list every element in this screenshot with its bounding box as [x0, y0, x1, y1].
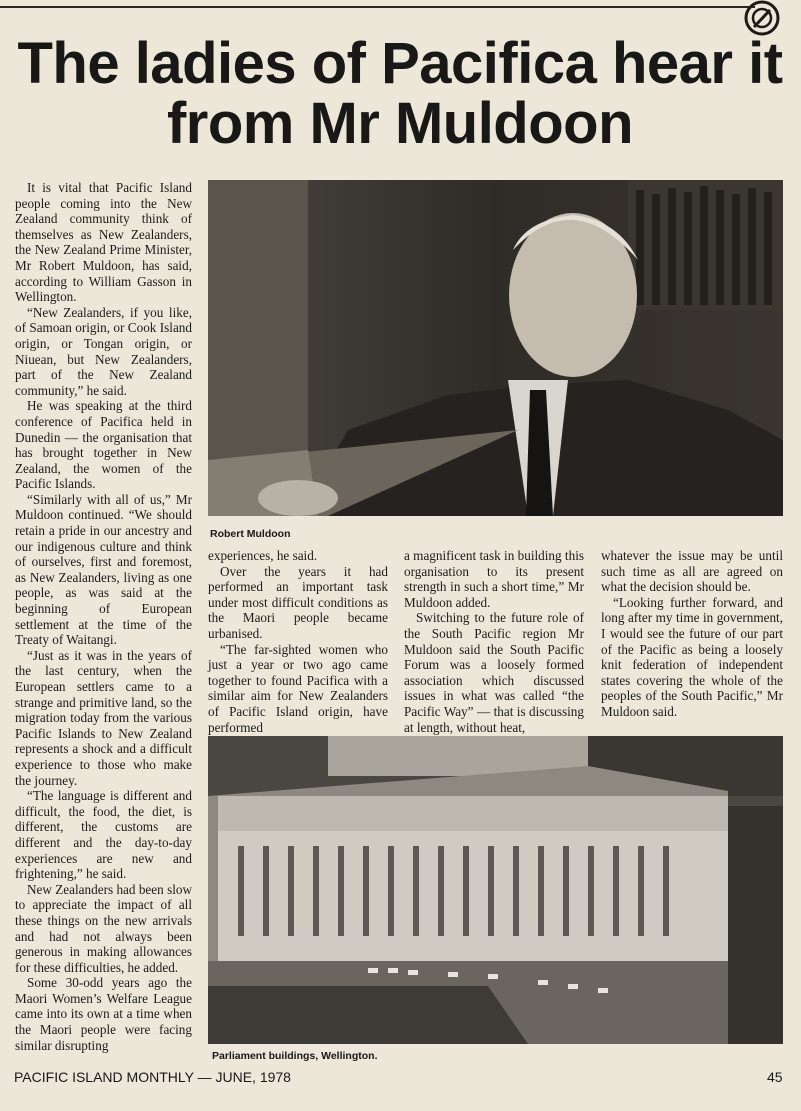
paragraph: New Zealanders had been slow to appreciate the impact of all these things on the new arrivals and had not always been generous in making allowances for these difficulties, he added.	[15, 881, 192, 975]
footer-publication: PACIFIC ISLAND MONTHLY — JUNE, 1978	[14, 1069, 291, 1085]
paragraph: whatever the issue may be until such time as all are agreed on what the decision should be.	[601, 548, 783, 595]
article-column-2	[208, 548, 388, 735]
paragraph: “The language is different and difficult, the food, the diet, is different, the customs are different and the day-to-day experiences are new and frightening,” he said.	[15, 788, 192, 882]
headline: The ladies of Pacifica hear it from Mr Muldoon	[17, 31, 783, 156]
paragraph: a magnificent task in building this organisation to its present strength in such a short time,” Mr Muldoon added.	[404, 548, 584, 610]
top-rule	[0, 6, 755, 8]
paragraph: He was speaking at the third conference of Pacifica held in Dunedin — the organisation that has brought together in New Zealand, the women of the Pacific Islands.	[15, 398, 192, 492]
paragraph: “Just as it was in the years of the last century, when the European settlers came to a strange and primitive land, so the migration today from the various Pacific Islands to New Zealand represents a shock and a difficult experience to those who make the journey.	[15, 647, 192, 788]
paragraph: “The far-sighted women who just a year or two ago came together to found Pacifica with a similar aim for New Zealanders of Pacific Island origin, have performed	[208, 641, 388, 735]
article-column-4	[601, 548, 783, 728]
portrait-caption: Robert Muldoon	[210, 528, 291, 540]
page-number: 45	[767, 1069, 783, 1085]
article-column-1	[15, 180, 192, 1060]
paragraph: Over the years it had performed an important task under most difficult conditions as the Maori people became urbanised.	[208, 563, 388, 641]
portrait-photo	[208, 180, 783, 516]
paragraph: “New Zealanders, if you like, of Samoan origin, or Cook Island origin, or Tongan origin, or Niuean, but New Zealanders, part of the New Zealand community,” he said.	[15, 304, 192, 398]
paragraph: “Looking further forward, and long after my time in government, I would see the future of our part of the Pacific as being a loosely knit federation of independent states covering the whole of the peoples of the South Pacific,” Mr Muldoon said.	[601, 594, 783, 719]
paragraph: “Similarly with all of us,” Mr Muldoon continued. “We should retain a pride in our ancestry and our indigenous culture and think of ourselves, first and foremost, as New Zealanders, living as one people, as was said at the beginning of European settlement at the time of the Treaty of Waitangi.	[15, 491, 192, 648]
paragraph: experiences, he said.	[208, 548, 318, 563]
paragraph: Switching to the future role of the South Pacific region Mr Muldoon said the South Pacific Forum was a loosely formed association which discussed issues in what was called “the Pacific Way” — that is discussing at length, without heat,	[404, 610, 584, 735]
paragraph: Some 30-odd years ago the Maori Women’s Welfare League came into its own at a time when the Maori people were facing similar disrupting	[15, 975, 192, 1053]
parliament-photo	[208, 736, 783, 1044]
paragraph: It is vital that Pacific Island people coming into the New Zealand community think of themselves as New Zealanders, the New Zealand Prime Minister, Mr Robert Muldoon, has said, according to William Gasson in Wellington.	[15, 180, 192, 305]
parliament-caption: Parliament buildings, Wellington.	[212, 1050, 378, 1062]
article-column-3	[404, 548, 584, 735]
